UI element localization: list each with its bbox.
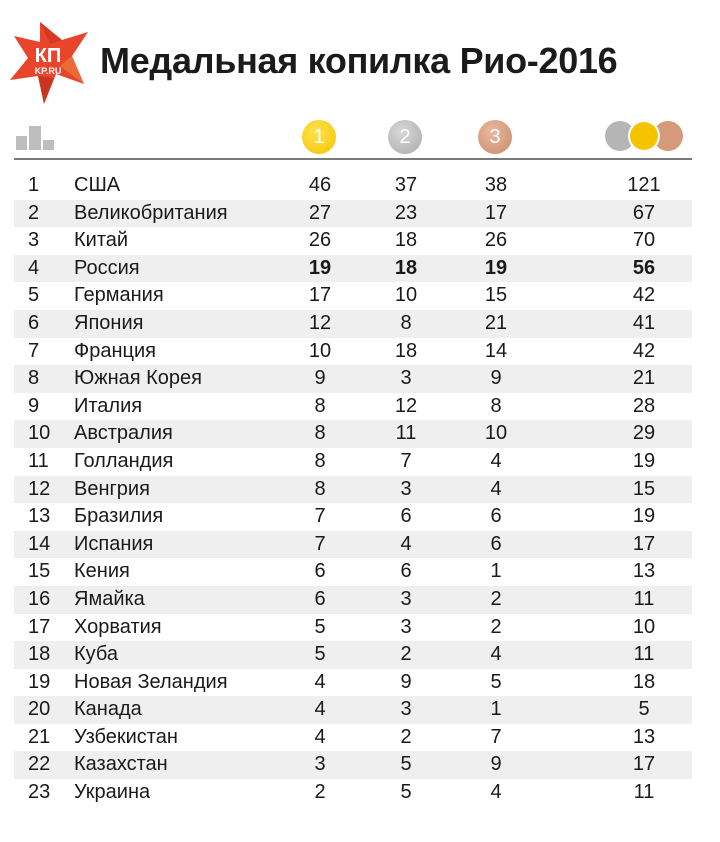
rank-cell: 22 bbox=[28, 753, 51, 776]
rank-cell: 9 bbox=[28, 394, 40, 417]
table-row bbox=[14, 476, 692, 504]
silver-cell: 23 bbox=[394, 201, 418, 224]
total-cell: 41 bbox=[632, 311, 656, 334]
bronze-cell: 5 bbox=[490, 670, 502, 693]
total-cell: 28 bbox=[632, 394, 656, 417]
rank-cell: 6 bbox=[28, 311, 40, 334]
bronze-cell: 9 bbox=[490, 367, 502, 390]
table-row bbox=[14, 282, 692, 310]
rank-cell: 8 bbox=[28, 367, 40, 390]
gold-cell: 4 bbox=[314, 670, 326, 693]
silver-cell: 3 bbox=[400, 477, 412, 500]
total-cell: 11 bbox=[633, 643, 655, 666]
country-cell: Ямайка bbox=[74, 587, 145, 610]
bronze-cell: 15 bbox=[484, 284, 508, 307]
medal-table bbox=[14, 172, 692, 807]
gold-cell: 2 bbox=[314, 781, 326, 804]
country-cell: Казахстан bbox=[74, 753, 168, 776]
silver-cell: 3 bbox=[400, 367, 412, 390]
gold-medal-icon: 1 bbox=[302, 120, 336, 154]
rank-cell: 11 bbox=[28, 449, 49, 472]
country-cell: США bbox=[74, 174, 121, 196]
logo-text-top: КП bbox=[34, 45, 62, 67]
gold-cell: 6 bbox=[314, 587, 326, 610]
total-cell: 17 bbox=[632, 532, 656, 555]
gold-cell: 10 bbox=[308, 339, 332, 362]
total-cell: 121 bbox=[627, 174, 661, 196]
silver-cell: 2 bbox=[400, 643, 412, 666]
gold-cell: 26 bbox=[308, 229, 332, 252]
gold-cell: 8 bbox=[314, 394, 326, 417]
page-title: Медальная копилка Рио-2016 bbox=[100, 40, 618, 81]
table-row bbox=[14, 338, 692, 366]
rank-cell: 14 bbox=[28, 532, 51, 555]
country-cell: Голландия bbox=[74, 449, 174, 472]
silver-cell: 5 bbox=[400, 781, 412, 804]
table-row bbox=[14, 255, 692, 283]
gold-cell: 8 bbox=[314, 449, 326, 472]
country-cell: Украина bbox=[74, 781, 151, 804]
bronze-cell: 1 bbox=[490, 560, 502, 583]
bronze-cell: 21 bbox=[484, 311, 508, 334]
table-row bbox=[14, 586, 692, 614]
silver-cell: 18 bbox=[394, 339, 418, 362]
country-cell: Куба bbox=[74, 643, 118, 666]
silver-cell: 8 bbox=[400, 311, 412, 334]
gold-cell: 4 bbox=[314, 698, 326, 721]
logo-text-bottom: KP.RU bbox=[34, 66, 62, 76]
bronze-cell: 14 bbox=[484, 339, 508, 362]
table-row bbox=[14, 420, 692, 448]
bronze-cell: 4 bbox=[490, 449, 502, 472]
country-cell: Венгрия bbox=[74, 477, 150, 500]
bronze-cell: 1 bbox=[490, 698, 502, 721]
table-row bbox=[14, 724, 692, 752]
rank-cell: 2 bbox=[28, 201, 40, 224]
rank-cell: 20 bbox=[28, 698, 51, 721]
table-header bbox=[0, 114, 720, 158]
rank-cell: 3 bbox=[28, 229, 40, 252]
table-row bbox=[14, 365, 692, 393]
rank-cell: 23 bbox=[28, 781, 51, 804]
table-row bbox=[14, 531, 692, 559]
total-cell: 17 bbox=[632, 753, 656, 776]
total-cell: 21 bbox=[632, 367, 656, 390]
silver-medal-icon: 2 bbox=[388, 120, 422, 154]
country-cell: Хорватия bbox=[74, 615, 162, 638]
silver-cell: 9 bbox=[400, 670, 412, 693]
gold-cell: 27 bbox=[308, 201, 332, 224]
total-cell: 13 bbox=[632, 725, 656, 748]
rank-cell: 10 bbox=[28, 422, 51, 445]
total-cell: 11 bbox=[633, 781, 655, 804]
gold-cell: 17 bbox=[308, 284, 332, 307]
country-cell: Канада bbox=[74, 698, 142, 721]
total-cell: 10 bbox=[632, 615, 656, 638]
rank-cell: 5 bbox=[28, 284, 40, 307]
total-cell: 67 bbox=[632, 201, 656, 224]
gold-cell: 5 bbox=[314, 643, 326, 666]
rank-cell: 15 bbox=[28, 560, 51, 583]
total-cell: 5 bbox=[638, 698, 650, 721]
bronze-cell: 7 bbox=[490, 725, 502, 748]
header-divider bbox=[14, 158, 692, 160]
silver-cell: 5 bbox=[400, 753, 412, 776]
table-row bbox=[14, 393, 692, 421]
bar-chart-icon bbox=[16, 126, 56, 150]
total-cell: 70 bbox=[632, 229, 656, 252]
country-cell: Китай bbox=[74, 229, 129, 252]
silver-cell: 37 bbox=[394, 174, 418, 196]
bronze-cell: 9 bbox=[490, 753, 502, 776]
gold-cell: 6 bbox=[314, 560, 326, 583]
silver-cell: 3 bbox=[400, 698, 412, 721]
bronze-cell: 4 bbox=[490, 643, 502, 666]
three-medals-icon bbox=[602, 118, 688, 154]
table-row bbox=[14, 172, 692, 200]
country-cell: Россия bbox=[74, 256, 140, 279]
country-cell: Италия bbox=[74, 394, 143, 417]
table-row bbox=[14, 310, 692, 338]
country-cell: Франция bbox=[74, 339, 156, 362]
silver-cell: 3 bbox=[400, 615, 412, 638]
rank-cell: 21 bbox=[28, 725, 51, 748]
gold-cell: 3 bbox=[314, 753, 326, 776]
silver-cell: 4 bbox=[400, 532, 412, 555]
table-row bbox=[14, 227, 692, 255]
silver-cell: 10 bbox=[394, 284, 418, 307]
gold-cell: 8 bbox=[314, 422, 326, 445]
rank-cell: 16 bbox=[28, 587, 51, 610]
table-row bbox=[14, 558, 692, 586]
silver-cell: 11 bbox=[395, 422, 417, 445]
bronze-medal-icon: 3 bbox=[478, 120, 512, 154]
rank-cell: 19 bbox=[28, 670, 51, 693]
silver-cell: 2 bbox=[400, 725, 412, 748]
gold-cell: 19 bbox=[308, 256, 332, 279]
country-cell: Австралия bbox=[74, 422, 173, 445]
total-cell: 19 bbox=[632, 449, 656, 472]
country-cell: Новая Зеландия bbox=[74, 670, 228, 693]
gold-cell: 7 bbox=[314, 532, 326, 555]
table-row bbox=[14, 641, 692, 669]
table-row bbox=[14, 448, 692, 476]
country-cell: Япония bbox=[74, 311, 144, 334]
rank-cell: 17 bbox=[28, 615, 51, 638]
table-row bbox=[14, 200, 692, 228]
bronze-cell: 4 bbox=[490, 477, 502, 500]
rank-cell: 12 bbox=[28, 477, 51, 500]
silver-cell: 18 bbox=[394, 256, 418, 279]
bronze-cell: 4 bbox=[490, 781, 502, 804]
bronze-cell: 26 bbox=[484, 229, 508, 252]
bronze-cell: 6 bbox=[490, 532, 502, 555]
rank-cell: 13 bbox=[28, 505, 51, 528]
header bbox=[0, 0, 720, 120]
country-cell: Южная Корея bbox=[74, 367, 202, 390]
table-row bbox=[14, 751, 692, 779]
bronze-cell: 17 bbox=[484, 201, 508, 224]
gold-cell: 8 bbox=[314, 477, 326, 500]
total-cell: 42 bbox=[632, 339, 656, 362]
total-cell: 15 bbox=[632, 477, 656, 500]
silver-cell: 6 bbox=[400, 505, 412, 528]
silver-cell: 18 bbox=[394, 229, 418, 252]
total-cell: 18 bbox=[632, 670, 656, 693]
bronze-cell: 19 bbox=[484, 256, 508, 279]
bronze-cell: 8 bbox=[490, 394, 502, 417]
gold-cell: 7 bbox=[314, 505, 326, 528]
total-cell: 42 bbox=[632, 284, 656, 307]
table-row bbox=[14, 614, 692, 642]
gold-cell: 12 bbox=[308, 311, 332, 334]
bronze-cell: 2 bbox=[490, 615, 502, 638]
country-cell: Германия bbox=[74, 284, 164, 307]
gold-cell: 9 bbox=[314, 367, 326, 390]
silver-cell: 6 bbox=[400, 560, 412, 583]
country-cell: Узбекистан bbox=[74, 725, 178, 748]
rank-cell: 7 bbox=[28, 339, 40, 362]
total-cell: 13 bbox=[632, 560, 656, 583]
table-row bbox=[14, 779, 692, 807]
silver-cell: 3 bbox=[400, 587, 412, 610]
gold-cell: 4 bbox=[314, 725, 326, 748]
silver-cell: 12 bbox=[394, 394, 418, 417]
bronze-cell: 2 bbox=[490, 587, 502, 610]
gold-cell: 5 bbox=[314, 615, 326, 638]
bronze-cell: 38 bbox=[484, 174, 508, 196]
total-cell: 19 bbox=[632, 505, 656, 528]
total-cell: 29 bbox=[632, 422, 656, 445]
rank-cell: 1 bbox=[28, 174, 40, 196]
kp-logo bbox=[10, 22, 88, 104]
silver-cell: 7 bbox=[400, 449, 412, 472]
bronze-cell: 10 bbox=[484, 422, 508, 445]
table-row bbox=[14, 669, 692, 697]
country-cell: Кения bbox=[74, 560, 130, 583]
rank-cell: 18 bbox=[28, 643, 51, 666]
table-row bbox=[14, 503, 692, 531]
rank-cell: 4 bbox=[28, 256, 40, 279]
country-cell: Испания bbox=[74, 532, 154, 555]
table-row bbox=[14, 696, 692, 724]
total-cell: 56 bbox=[632, 256, 656, 279]
total-cell: 11 bbox=[633, 587, 655, 610]
bronze-cell: 6 bbox=[490, 505, 502, 528]
country-cell: Великобритания bbox=[74, 201, 228, 224]
gold-cell: 46 bbox=[308, 174, 332, 196]
country-cell: Бразилия bbox=[74, 505, 164, 528]
